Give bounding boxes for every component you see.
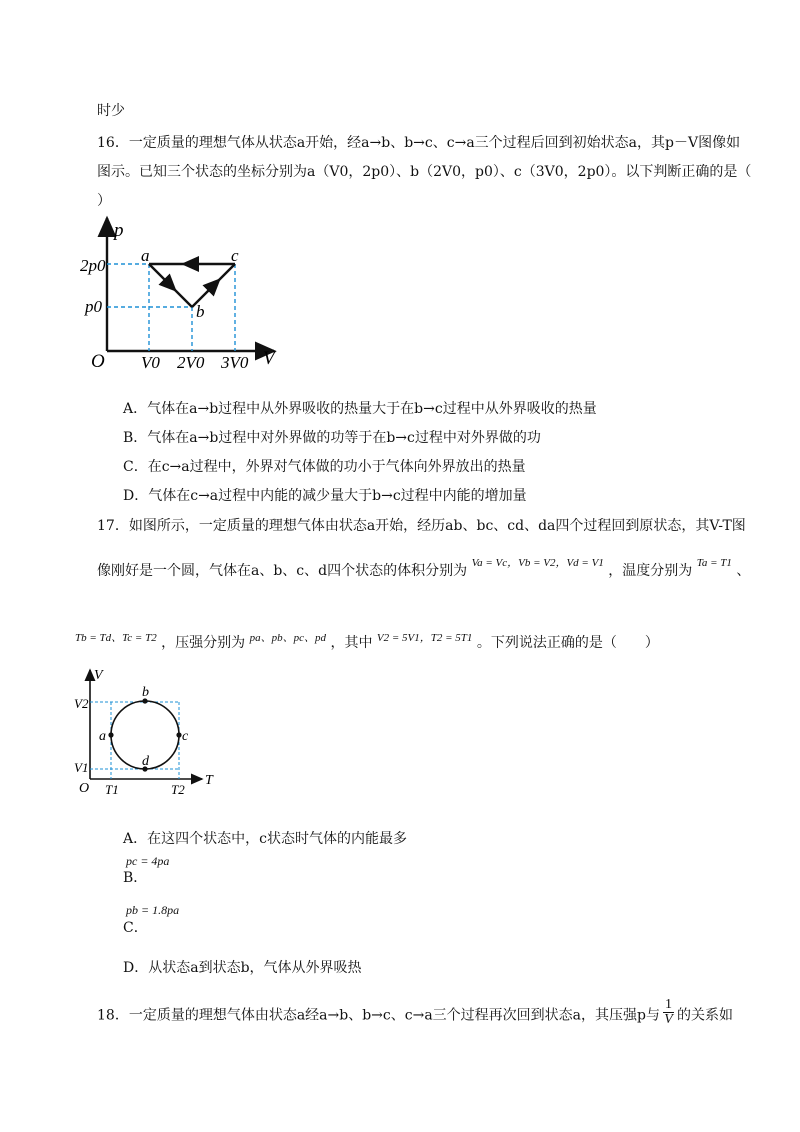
point-a: [108, 732, 113, 737]
x-tick-3v0: 3V0: [221, 353, 249, 372]
point-b-label: b: [142, 685, 149, 700]
question-17-line-1: [97, 515, 746, 535]
point-d-label: d: [142, 754, 149, 769]
option-b[interactable]: pc = 4pa B．: [123, 854, 170, 886]
point-b-label: b: [196, 302, 205, 321]
pressures: pa、pb、pc、pd: [249, 632, 326, 644]
option-d[interactable]: D．从状态a到状态b，气体从外界吸热: [123, 960, 362, 976]
option-d[interactable]: D．气体在c→a过程中内能的减少量大于b→c过程中内能的增加量: [123, 488, 527, 504]
guide-lines: [107, 264, 235, 351]
x-tick-t2: T2: [171, 782, 185, 797]
option-b[interactable]: B．气体在a→b过程中对外界做的功等于在b→c过程中对外界做的功: [123, 430, 541, 446]
point-a-label: a: [99, 729, 106, 744]
y-axis-label: V: [94, 668, 103, 683]
question-16-line-2: 图示。已知三个状态的坐标分别为a（V0，2p0）、b（2V0，p0）、c（3V0，2p0）。以下判断正确的是（: [97, 164, 752, 180]
origin-label: O: [79, 781, 90, 796]
question-number: 17．: [97, 518, 129, 534]
vt-graph: [74, 666, 220, 802]
option-a[interactable]: A．在这四个状态中，c状态时气体的内能最多: [123, 831, 407, 847]
question-18: 18．一定质量的理想气体由状态a经a→b、b→c、c→a三个过程再次回到状态a，其压强p与 $\frac{1}{V}$ 的关系如: [97, 997, 733, 1027]
question-16-line-1: [97, 132, 740, 152]
y-tick-v1: V1: [74, 760, 89, 775]
x-axis-label: V: [263, 348, 275, 369]
question-text: 一定质量的理想气体从状态a开始，经a→b、b→c、c→a三个过程后回到初始状态a，其p－V图像如: [128, 135, 741, 151]
y-tick-v2: V2: [74, 696, 89, 711]
question-16-line-3: ）: [97, 193, 111, 209]
point-c-label: c: [231, 246, 239, 265]
pv-graph: [80, 214, 290, 376]
cycle-path: [149, 264, 235, 307]
given-conditions: V2 = 5V1，T2 = 5T1: [376, 632, 473, 644]
option-c[interactable]: C．在c→a过程中，外界对气体做的功小于气体向外界放出的热量: [123, 459, 526, 475]
option-a[interactable]: A．气体在a→b过程中从外界吸收的热量大于在b→c过程中从外界吸收的热量: [123, 401, 597, 417]
temperature-relations: Tb = Td、Tc = T2: [75, 632, 157, 644]
temperature-a: Ta = T1: [696, 557, 732, 569]
x-tick-t1: T1: [105, 782, 119, 797]
question-number: 16．: [97, 135, 129, 151]
question-number: 18．: [97, 1007, 129, 1024]
direction-arrows: [164, 264, 218, 292]
previous-question-fragment: 时少: [97, 103, 125, 119]
y-tick-2p0: 2p0: [80, 256, 106, 275]
option-b-formula: pc = 4pa: [126, 854, 170, 868]
question-17-line-3: $^{Tb = Td、Tc = T2}$ ，压强分别为 $^{pa、pb、pc、pd}$ ，其中 $^{V2 = 5V1,T2 = 5T1}$ 。下列说法正确的是（ ）: [75, 632, 659, 651]
y-axis-label: p: [114, 220, 124, 241]
point-a-label: a: [141, 246, 150, 265]
point-c: [176, 732, 181, 737]
fraction-1-over-v: $\frac{1}{V}$: [664, 997, 673, 1027]
origin-label: O: [91, 351, 105, 372]
x-tick-v0: V0: [141, 353, 160, 372]
question-text: 如图所示，一定质量的理想气体由状态a开始，经历ab、bc、cd、da四个过程回到原状态，其V-T图: [128, 518, 746, 534]
y-tick-p0: p0: [85, 297, 102, 316]
option-c-formula: pb = 1.8pa: [126, 903, 180, 917]
question-17-line-2: 像刚好是一个圆，气体在a、b、c、d四个状态的体积分别为 $^{Va = Vc,Vb = V2,Vd = V1}$ ，温度分别为 $^{Ta = T1}$ 、: [97, 557, 751, 579]
point-c-label: c: [182, 729, 189, 744]
x-axis-label: T: [205, 773, 213, 788]
option-c[interactable]: pb = 1.8pa C．: [123, 903, 180, 936]
volume-relations: Va = Vc，Vb = V2，Vd = V1: [471, 557, 604, 569]
x-tick-2v0: 2V0: [177, 353, 205, 372]
question-text: 一定质量的理想气体由状态a经a→b、b→c、c→a三个过程再次回到状态a，其压强p与: [128, 1007, 660, 1024]
